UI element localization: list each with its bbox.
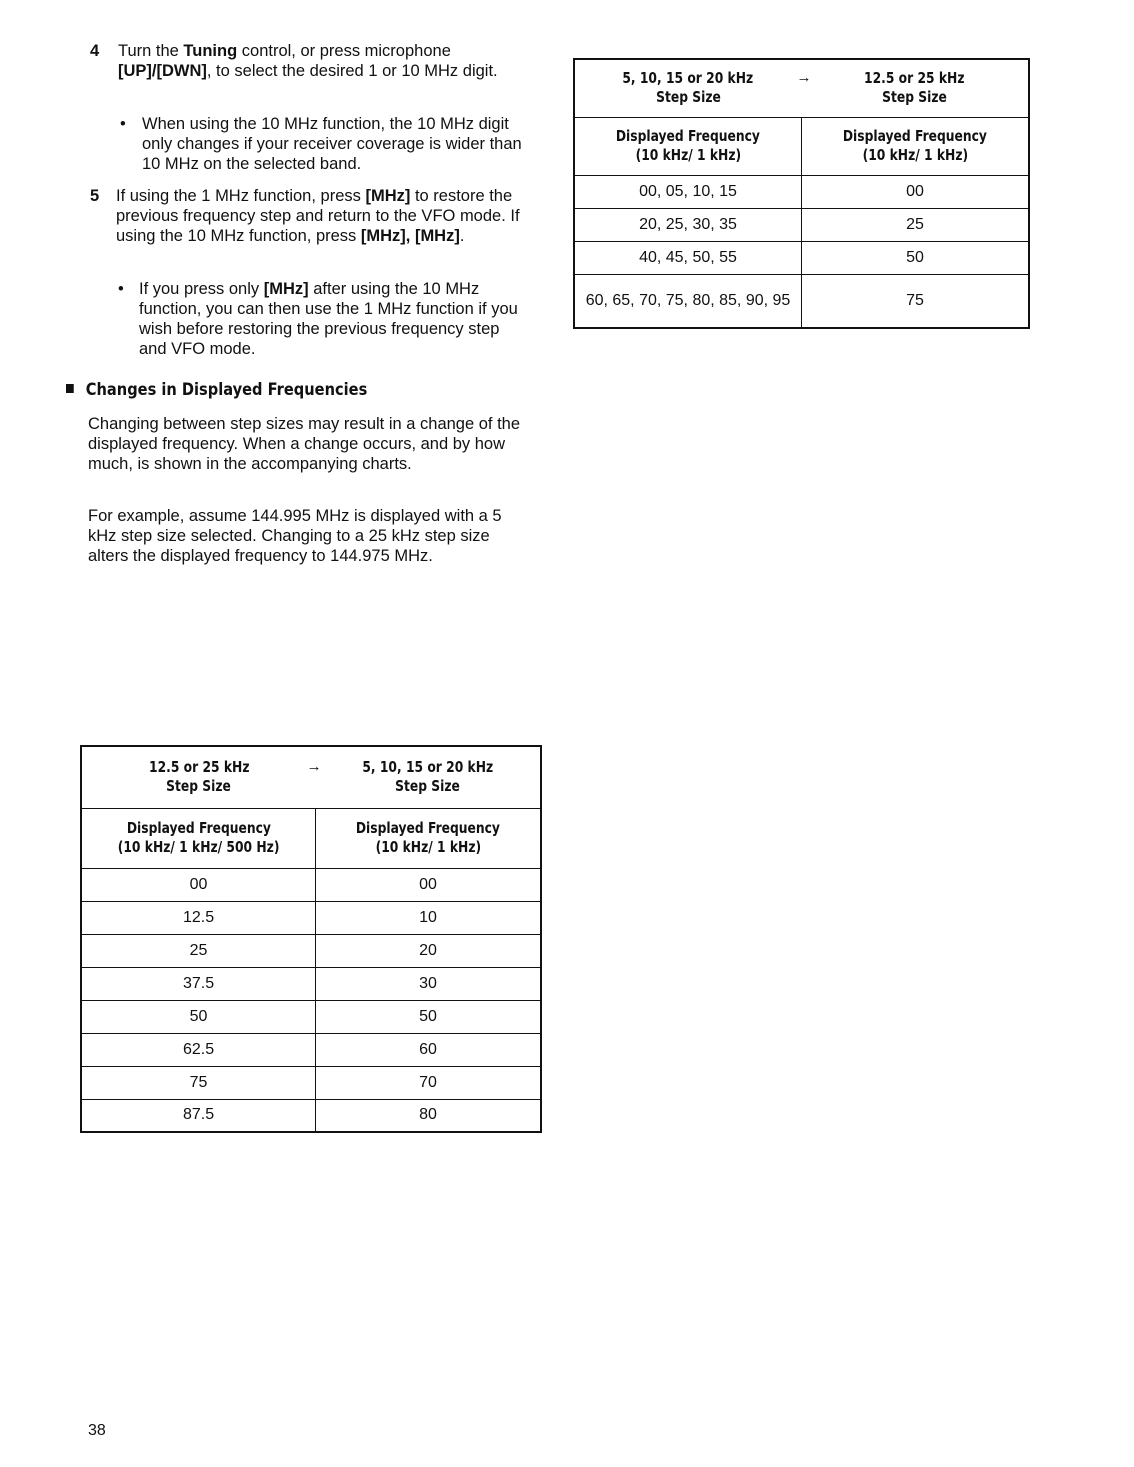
table-cell: 25 — [81, 934, 316, 967]
column-header — [574, 117, 802, 175]
column-header-units: (10 kHz/ 1 kHz) — [635, 146, 741, 164]
step-5-text-c: . — [459, 227, 465, 245]
step-4-text-c: , to select the desired 1 or 10 MHz digit. — [206, 62, 498, 80]
arrow-right-icon: → — [306, 758, 322, 776]
table-cell: 40, 45, 50, 55 — [574, 241, 802, 274]
section-paragraph-1: Changing between step sizes may result in a change of the displayed frequency. When a change occurs, and by how much, is shown in the accompanying charts. — [88, 415, 521, 473]
column-header-title: Displayed Frequency — [842, 127, 988, 145]
from-step-cell — [574, 59, 812, 117]
step-5-text-a: If using the 1 MHz function, press — [116, 187, 366, 205]
table-cell: 80 — [316, 1099, 541, 1132]
table-cell: 00 — [81, 868, 316, 901]
table-cell: 75 — [802, 274, 1030, 328]
column-header-title: Displayed Frequency — [126, 819, 271, 837]
step-5-bullet — [139, 279, 531, 359]
section-heading — [66, 380, 367, 400]
step-size-label: Step Size — [395, 777, 461, 796]
step-change-table-2 — [80, 745, 542, 1133]
mhz-mhz-keys: [MHz], [MHz] — [360, 227, 460, 245]
square-bullet-icon — [66, 384, 74, 393]
table-cell: 50 — [802, 241, 1030, 274]
step-4-text — [118, 41, 518, 81]
table-row — [81, 1099, 541, 1132]
table-cell: 60, 65, 70, 75, 80, 85, 90, 95 — [574, 274, 802, 328]
section-paragraph-2: For example, assume 144.995 MHz is displayed with a 5 kHz step size selected. Changing to a 25 kHz step size alters the displayed frequency to 144.975 MHz. — [88, 507, 502, 565]
table-cell: 75 — [81, 1066, 316, 1099]
table-cell: 25 — [802, 208, 1030, 241]
table-cell: 60 — [316, 1033, 541, 1066]
table-cell: 70 — [316, 1066, 541, 1099]
table-row — [81, 967, 541, 1000]
step-5-number: 5 — [90, 187, 100, 205]
step-change-table-1 — [573, 58, 1030, 329]
from-step-size: 12.5 or 25 kHz — [148, 758, 250, 777]
step-5-bullet-a: If you press only — [139, 280, 264, 298]
step-size-label: Step Size — [166, 777, 232, 796]
column-header-title: Displayed Frequency — [355, 819, 501, 837]
step-4-bullet: When using the 10 MHz function, the 10 MHz digit only changes if your receiver coverage is wider than 10 MHz on the selected band. — [142, 115, 522, 173]
step-4-number: 4 — [90, 42, 100, 60]
tuning-label: Tuning — [183, 42, 238, 60]
table-row — [81, 1000, 541, 1033]
table-row — [81, 901, 541, 934]
arrow-right-icon: → — [796, 69, 812, 87]
table-row — [81, 934, 541, 967]
table-cell: 62.5 — [81, 1033, 316, 1066]
from-step-cell — [81, 746, 322, 808]
table-row — [574, 208, 1029, 241]
column-header-units: (10 kHz/ 1 kHz) — [375, 838, 481, 856]
bullet-dot: • — [120, 115, 126, 133]
section-title: Changes in Displayed Frequencies — [85, 380, 368, 400]
table-cell: 00, 05, 10, 15 — [574, 175, 802, 208]
column-header-units: (10 kHz/ 1 kHz) — [862, 146, 968, 164]
table-row — [574, 241, 1029, 274]
to-step-size: 12.5 or 25 kHz — [864, 69, 965, 88]
column-header-units: (10 kHz/ 1 kHz/ 500 Hz) — [117, 838, 280, 856]
mhz-key-bullet: [MHz] — [263, 280, 309, 298]
step-5-bullet-b: after using the 10 MHz function, you can then use the 1 MHz function if you wish before restoring the previous frequency step and VFO mode. — [139, 280, 518, 358]
step-5-text-b: to restore the previous frequency step and return to the VFO mode. If using the 10 MHz function, press — [116, 187, 520, 245]
table-row — [574, 274, 1029, 328]
page-number: 38 — [88, 1422, 106, 1439]
step-4-text-a: Turn the — [118, 42, 184, 60]
column-header — [802, 117, 1030, 175]
table-cell: 00 — [316, 868, 541, 901]
mhz-key: [MHz] — [365, 187, 411, 205]
up-dwn-keys: [UP]/[DWN] — [118, 62, 207, 80]
step-4-text-b: control, or press microphone — [237, 42, 451, 60]
table-row — [81, 1033, 541, 1066]
step-5-text — [116, 186, 526, 246]
table-cell: 20, 25, 30, 35 — [574, 208, 802, 241]
table-cell: 12.5 — [81, 901, 316, 934]
step-size-label: Step Size — [882, 88, 948, 107]
to-step-size: 5, 10, 15 or 20 kHz — [362, 758, 494, 777]
table-row — [81, 868, 541, 901]
column-header — [81, 808, 316, 868]
to-step-cell — [802, 59, 1030, 117]
to-step-cell — [316, 746, 541, 808]
from-step-size: 5, 10, 15 or 20 kHz — [622, 69, 754, 88]
step-size-label: Step Size — [655, 88, 721, 107]
table-cell: 37.5 — [81, 967, 316, 1000]
table-cell: 50 — [81, 1000, 316, 1033]
column-header — [316, 808, 541, 868]
table-cell: 00 — [802, 175, 1030, 208]
table-cell: 20 — [316, 934, 541, 967]
table-cell: 87.5 — [81, 1099, 316, 1132]
table-cell: 50 — [316, 1000, 541, 1033]
table-row — [574, 175, 1029, 208]
table-row — [81, 1066, 541, 1099]
table-cell: 30 — [316, 967, 541, 1000]
table-cell: 10 — [316, 901, 541, 934]
bullet-dot: • — [118, 280, 124, 298]
column-header-title: Displayed Frequency — [615, 127, 761, 145]
